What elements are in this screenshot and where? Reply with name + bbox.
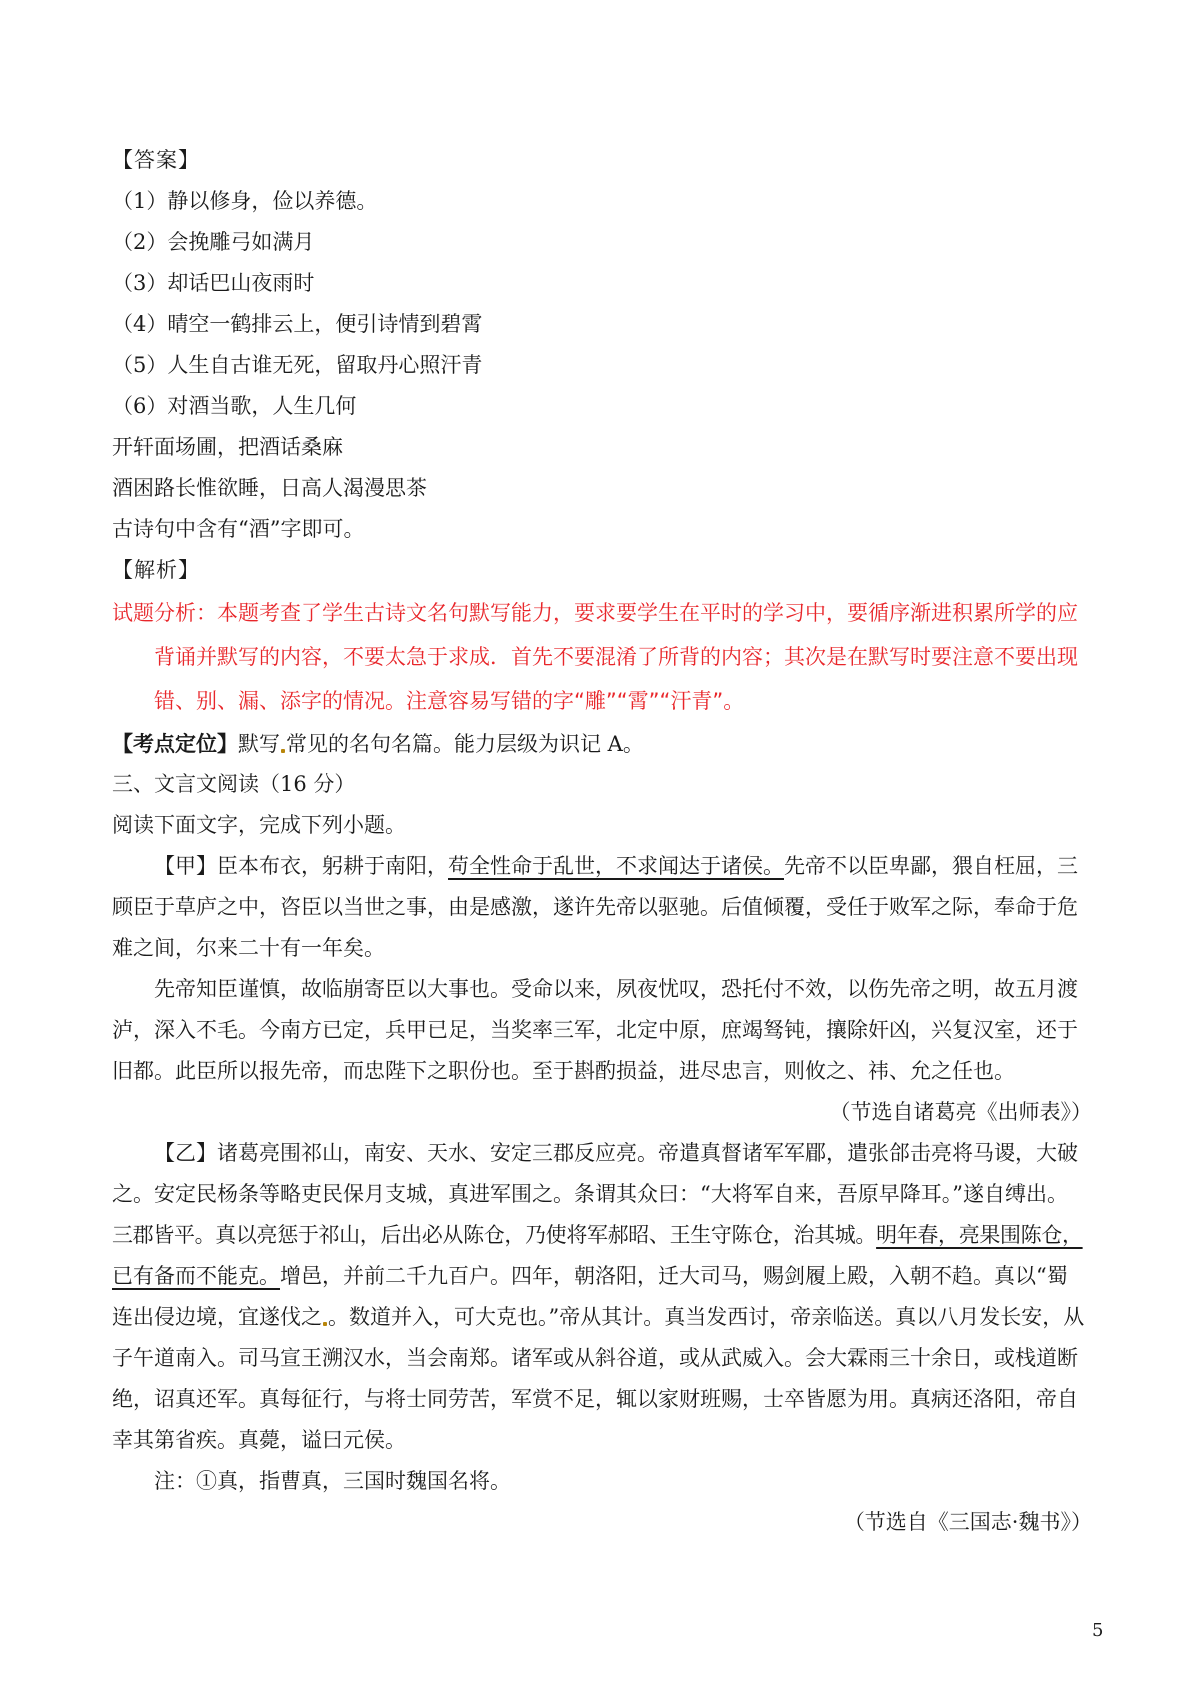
yi-underlined-text: 明年春，亮果围陈仓， (876, 1223, 1083, 1247)
answer-item: （5）人生自古谁无死，留取丹心照汗青 (112, 353, 483, 377)
yi-text: 三郡皆平。真以亮惩于祁山，后出必从陈仓，乃使将军郝昭、王生守陈仓，治其城。 (112, 1223, 877, 1247)
section-instruction: 阅读下面文字，完成下列小题。 (112, 813, 406, 837)
answer-item: （4）晴空一鹤排云上，便引诗情到碧霄 (112, 312, 483, 336)
analysis-heading: 【解析】 (112, 558, 200, 582)
kaodian-text: 默写 (238, 732, 280, 756)
answer-heading: 【答案】 (112, 148, 200, 172)
yi-underlined-text: 已有备而不能克。 (112, 1264, 280, 1288)
yi-note: 注：①真，指曹真，三国时魏国名将。 (154, 1469, 511, 1493)
kaodian-label: 【考点定位】 (112, 731, 238, 756)
page-content (112, 140, 1092, 1543)
jia-text: 【甲】臣本布衣，躬耕于南阳， (154, 854, 448, 878)
analysis-line: 背诵并默写的内容，不要太急于求成．首先不要混淆了所背的内容；其次是在默写时要注意不要出现 (154, 645, 1078, 669)
jia-text: 先帝不以臣卑鄙，猥自枉屈，三 (784, 854, 1078, 878)
yi-text: 连出侵边境，宜遂伐之 (112, 1305, 322, 1329)
jia-line: 顾臣于草庐之中，咨臣以当世之事，由是感激，遂许先帝以驱驰。后值倾覆，受任于败军之际，奉命于危 (112, 895, 1078, 919)
section-title: 三、文言文阅读（16 分） (112, 772, 356, 796)
page-number: 5 (1092, 1620, 1104, 1641)
analysis-line: 试题分析：本题考查了学生古诗文名句默写能力，要求要学生在平时的学习中，要循序渐进积累所学的应 (112, 601, 1078, 625)
yi-line (112, 1215, 1092, 1256)
answer-item: （2）会挽雕弓如满月 (112, 230, 315, 254)
jia-line: 泸，深入不毛。今南方已定，兵甲已足，当奖率三军，北定中原，庶竭驽钝，攘除奸凶，兴复汉室，还于 (112, 1018, 1078, 1042)
kaodian-line (112, 723, 1092, 764)
answer-item: （3）却话巴山夜雨时 (112, 271, 315, 295)
answer-extra-line: 开轩面场圃，把酒话桑麻 (112, 435, 343, 459)
yi-line (112, 1297, 1092, 1338)
jia-line: 旧都。此臣所以报先帝，而忠陛下之职份也。至于斟酌损益，进尽忠言，则攸之、祎、允之任也。 (112, 1059, 1015, 1083)
yi-line (112, 1256, 1092, 1297)
yi-text: 。数道并入，可大克也。”帝从其计。真当发西讨，帝亲临送。真以八月发长安，从 (328, 1305, 1085, 1329)
yi-line: 子午道南入。司马宣王溯汉水，当会南郑。诸军或从斜谷道，或从武威入。会大霖雨三十余日，或栈道断 (112, 1346, 1078, 1370)
kaodian-text: 常见的名句名篇。能力层级为识记 A。 (286, 732, 644, 756)
jia-line (112, 846, 1092, 887)
yi-line: 【乙】诸葛亮围祁山，南安、天水、安定三郡反应亮。帝遣真督诸军军郿，遣张郃击亮将马谡，大破 (154, 1141, 1078, 1165)
answer-extra-line: 酒困路长惟欲睡，日高人渴漫思茶 (112, 476, 427, 500)
jia-line: 难之间，尔来二十有一年矣。 (112, 936, 385, 960)
answer-item: （6）对酒当歌，人生几何 (112, 394, 357, 418)
jia-source: （节选自诸葛亮《出师表》） (829, 1100, 1092, 1124)
emphasis-dot (323, 1322, 327, 1326)
yi-source: （节选自《三国志·魏书》） (843, 1510, 1092, 1534)
yi-line: 绝，诏真还军。真每征行，与将士同劳苦，军赏不足，辄以家财班赐，士卒皆愿为用。真病还洛阳，帝自 (112, 1387, 1078, 1411)
yi-line: 幸其第省疾。真薨，谥曰元侯。 (112, 1428, 406, 1452)
answer-extra-line: 古诗句中含有“酒”字即可。 (112, 517, 365, 541)
answer-item: （1）静以修身，俭以养德。 (112, 189, 378, 213)
jia-line: 先帝知臣谨慎，故临崩寄臣以大事也。受命以来，夙夜忧叹，恐托付不效，以伤先帝之明，故五月渡 (154, 977, 1078, 1001)
analysis-line: 错、别、漏、添字的情况。注意容易写错的字“雕”“霄”“汗青”。 (154, 689, 745, 713)
jia-underlined-text: 苟全性命于乱世，不求闻达于诸侯。 (448, 854, 784, 878)
yi-line: 之。安定民杨条等略吏民保月支城，真进军围之。条谓其众曰：“大将军自来，吾原早降耳。”遂自缚出。 (112, 1182, 1068, 1206)
yi-text: 增邑，并前二千九百户。四年，朝洛阳，迁大司马，赐剑履上殿，入朝不趋。真以“蜀 (280, 1264, 1068, 1288)
emphasis-dot (281, 749, 285, 753)
